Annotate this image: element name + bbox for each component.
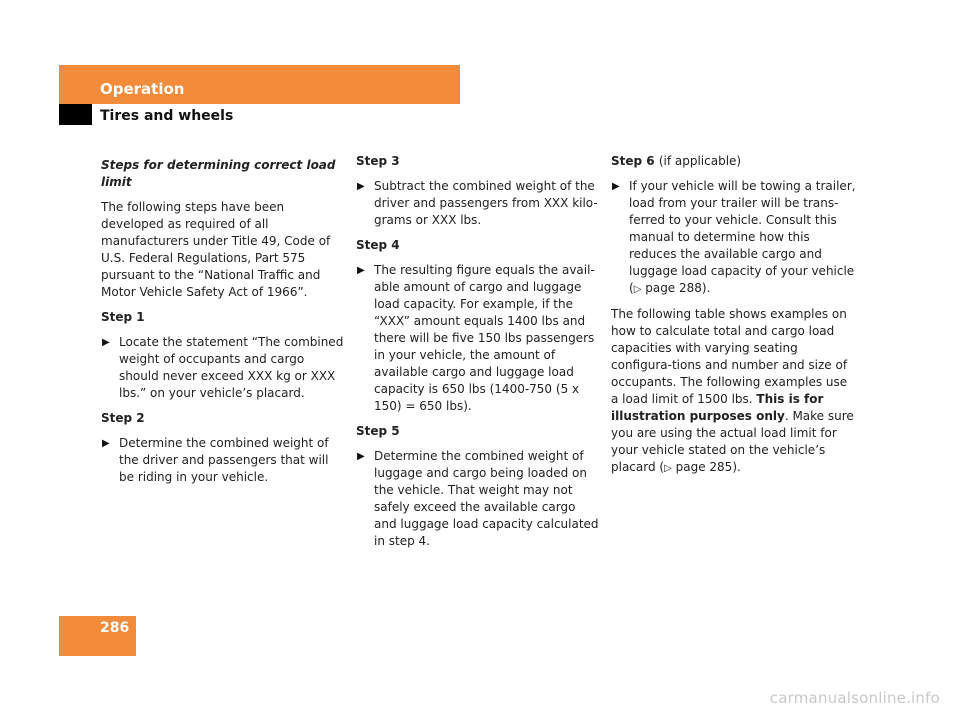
intro-paragraph: The following steps have been developed as required of all manufacturers under Title 49, Code of U.S. Federal Regulations, Part 575 pursuant to the “National Traffic and Motor Vehicle Safety Act of 1966”. <box>101 200 331 299</box>
step-2-label: Step 2 <box>101 411 145 425</box>
page-reference-285[interactable]: page 285 <box>675 460 733 474</box>
step-5-item <box>356 448 601 550</box>
step-1-item <box>101 334 346 402</box>
table-intro-paragraph <box>611 306 856 477</box>
step-4-item <box>356 262 601 415</box>
step-6-label <box>611 153 856 170</box>
column-2 <box>356 153 601 558</box>
step-6-suffix: (if applicable) <box>658 154 742 168</box>
bullet-arrow-icon: ▶ <box>102 438 110 449</box>
bullet-arrow-icon: ▶ <box>357 451 365 462</box>
section-heading: Steps for determining correct load limit <box>101 158 336 189</box>
step-6-label-text: Step 6 <box>611 154 655 168</box>
column-1 <box>101 153 346 494</box>
watermark: carmanualsonline.info <box>769 689 940 707</box>
subsection-title: Tires and wheels <box>100 108 234 124</box>
table-intro-text: The following table shows examples on how to calculate total and cargo load capacities with varying seating configura-tions and number and size of occupants. The following examples use a load limit of 1500 lbs. <box>611 307 848 406</box>
step-3-item <box>356 178 601 229</box>
bullet-arrow-icon: ▶ <box>102 337 110 348</box>
step-2-item <box>101 435 346 486</box>
step-6-item <box>611 178 856 298</box>
step-3-text: Subtract the combined weight of the driver and passengers from XXX kilo-grams or XXX lbs. <box>374 179 598 227</box>
table-intro-text-cont: . Make sure you are using the actual load limit for your vehicle stated on the vehicle’s placard ( <box>611 409 854 474</box>
header-tab-marker <box>59 104 92 125</box>
page-number: 286 <box>100 620 130 636</box>
illustration-notice: This is for illustration purposes only <box>611 392 824 423</box>
step-5-text: Determine the combined weight of luggage and cargo being loaded on the vehicle. That weight may not safely exceed the available cargo and luggage load capacity calculated in step 4. <box>374 449 599 548</box>
step-5-label: Step 5 <box>356 424 400 438</box>
step-4-text: The resulting figure equals the avail-able amount of cargo and luggage load capacity. For example, if the “XXX” amount equals 1400 lbs and there will be five 150 lbs passengers in your vehicle, the amount of available cargo and luggage load capacity is 650 lbs (1400-750 (5 x 150) = 650 lbs). <box>374 263 595 413</box>
page-ref-arrow-icon: ▷ <box>664 463 672 474</box>
step-4-label: Step 4 <box>356 238 400 252</box>
step-3-label: Step 3 <box>356 154 400 168</box>
bullet-arrow-icon: ▶ <box>357 265 365 276</box>
step-2-text: Determine the combined weight of the driver and passengers that will be riding in your vehicle. <box>119 436 329 484</box>
section-title: Operation <box>100 80 185 98</box>
step-6-text-end: ). <box>701 281 711 295</box>
table-intro-text-end: ). <box>732 460 741 474</box>
page-ref-arrow-icon: ▷ <box>633 284 642 295</box>
step-1-label: Step 1 <box>101 310 145 324</box>
bullet-arrow-icon: ▶ <box>357 181 365 192</box>
column-3 <box>611 153 856 485</box>
step-6-text <box>629 179 856 295</box>
step-1-text: Locate the statement “The combined weight of occupants and cargo should never exceed XXX kg or XXX lbs.” on your vehicle’s placard. <box>119 335 344 400</box>
page-reference-288[interactable]: page 288 <box>645 281 702 295</box>
bullet-arrow-icon: ▶ <box>612 181 620 192</box>
step-6-text-part: If your vehicle will be towing a trailer, load from your trailer will be trans-ferred to your vehicle. Consult this manual to determine how this reduces the available cargo and luggage load capacity of your vehicle ( <box>629 179 856 295</box>
